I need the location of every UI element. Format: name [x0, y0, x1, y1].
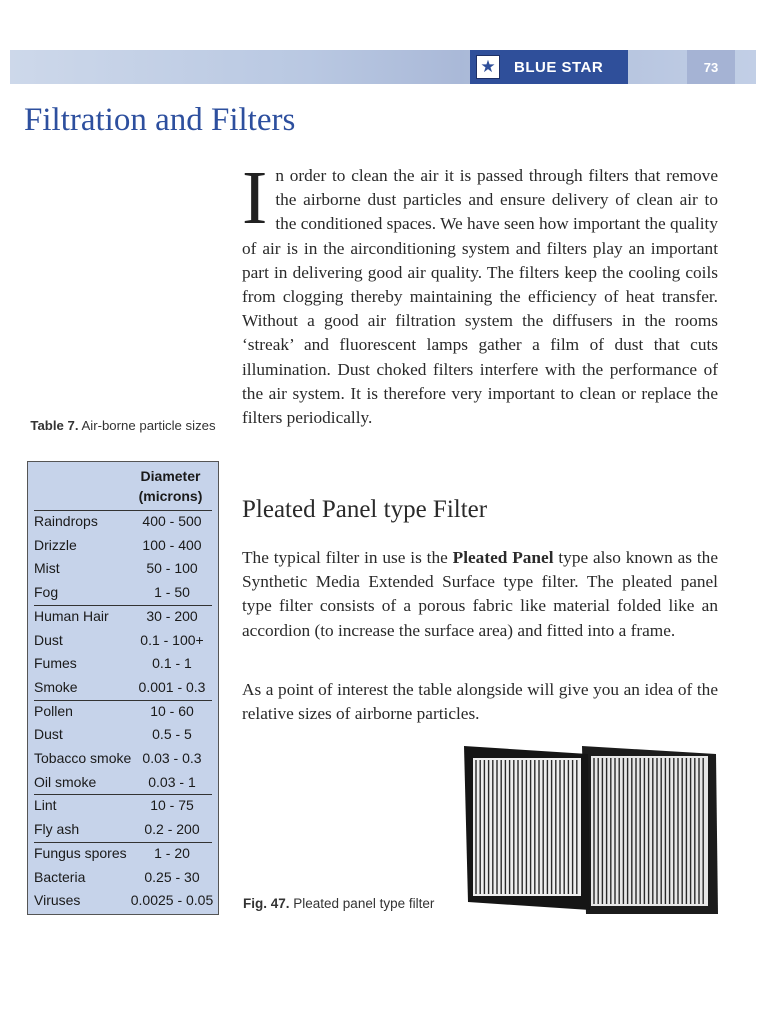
particle-name: Tobacco smoke: [34, 750, 132, 766]
particle-name: Pollen: [34, 702, 73, 719]
page-number: 73: [703, 59, 719, 75]
particle-diameter: 100 - 400: [142, 536, 202, 553]
particle-name: Dust: [34, 726, 63, 743]
figure-caption-text: Pleated panel type filter: [289, 896, 435, 911]
section-paragraph-2: As a point of interest the table alongside will give you an idea of the relative sizes of airborne particles.: [242, 680, 718, 724]
table-row: [28, 581, 218, 605]
table-row: [28, 747, 218, 771]
figure-caption-label: Fig. 47.: [243, 896, 290, 911]
table-divider: [34, 510, 212, 511]
table-row: [28, 842, 218, 866]
page-title: Filtration and Filters: [24, 102, 296, 138]
table-divider: [34, 842, 212, 843]
drop-cap: I: [242, 156, 268, 240]
table-row: [28, 700, 218, 724]
particle-diameter: 0.1 - 100+: [140, 631, 204, 648]
table-row: [28, 889, 218, 913]
figure-caption: [243, 896, 434, 911]
particle-name: Fumes: [34, 655, 77, 672]
section-paragraph-1: [242, 546, 718, 643]
header-band: [10, 50, 756, 84]
particle-name: Viruses: [34, 892, 81, 909]
particle-name: Fly ash: [34, 821, 80, 838]
table-divider: [34, 605, 212, 606]
particle-diameter: 0.001 - 0.3: [138, 678, 206, 695]
particle-diameter: 30 - 200: [146, 607, 198, 624]
particle-name: Lint: [34, 797, 57, 814]
table-caption-text: Air-borne particle sizes: [78, 418, 216, 433]
table-row: [28, 534, 218, 558]
particle-name: Mist: [34, 560, 60, 577]
intro-text: n order to clean the air it is passed through filters that remove the airborne dust particles and ensure delivery of clean air to the conditioned spaces. We have seen how important the quality of air is in the airconditioning system and filters play an important part in delivering good air quality. The filters keep the cooling coils from clogging thereby maintaining the efficiency of heat transfer. Without a good air filtration system the diffusers in the rooms ‘streak’ and fluorescent lamps gather a film of dust that cuts illumination. Dust choked filters interfere with the performance of the air system. It is therefore very important to clean or replace the filters periodically.: [242, 166, 718, 428]
pleated-filter-illustration: [464, 742, 724, 920]
table-row: [28, 866, 218, 890]
particle-diameter: 0.1 - 1: [152, 655, 192, 672]
p1-text-b: type also known as the Synthetic Media Extended Surface type filter. The pleated panel type filter consists of a porous fabric like material folded like an accordion (to increase the surface area) and fitted into a frame.: [242, 548, 718, 640]
table-header-line2: (microns): [138, 488, 203, 504]
table-row: [28, 676, 218, 700]
particle-name: Oil smoke: [34, 773, 97, 790]
table-caption-label: Table 7.: [30, 418, 79, 433]
particle-name: Drizzle: [34, 536, 77, 553]
pleats-back: [594, 758, 703, 904]
page-number-box: [687, 50, 735, 84]
particle-diameter: 0.03 - 1: [148, 773, 196, 790]
particle-name: Bacteria: [34, 868, 86, 885]
particle-diameter: 0.25 - 30: [144, 868, 200, 885]
table-row: [28, 771, 218, 795]
particle-diameter: 0.0025 - 0.05: [130, 892, 214, 909]
particle-diameter: 0.2 - 200: [144, 821, 200, 838]
pleated-filter-figure: [464, 742, 724, 920]
particle-diameter: 1 - 50: [154, 584, 190, 601]
table-divider: [34, 700, 212, 701]
brand-name: BLUE STAR: [514, 58, 604, 76]
particle-diameter: 400 - 500: [142, 513, 202, 529]
particle-diameter: 50 - 100: [146, 560, 198, 577]
table-caption: [28, 417, 218, 435]
table-row: [28, 557, 218, 581]
table-divider: [34, 794, 212, 795]
particle-size-table: [27, 461, 219, 915]
intro-paragraph: [242, 156, 718, 430]
particle-diameter: 0.03 - 0.3: [142, 750, 202, 766]
table-row: [28, 652, 218, 676]
table-column-header: [123, 466, 218, 506]
section-heading: Pleated Panel type Filter: [242, 496, 488, 523]
particle-name: Smoke: [34, 678, 78, 695]
p1-bold-term: Pleated Panel: [452, 548, 554, 567]
particle-diameter: 0.5 - 5: [152, 726, 192, 743]
table-row: [28, 818, 218, 842]
particle-name: Human Hair: [34, 607, 109, 624]
table-row: [28, 510, 218, 534]
star-icon: ★: [476, 55, 500, 79]
table-row: [28, 723, 218, 747]
table-row: [28, 794, 218, 818]
particle-name: Dust: [34, 631, 63, 648]
table-header-line1: Diameter: [140, 468, 201, 484]
particle-diameter: 10 - 75: [150, 797, 194, 814]
table-row: [28, 629, 218, 653]
particle-diameter: 10 - 60: [150, 702, 194, 719]
p1-text-a: The typical filter in use is the: [242, 548, 453, 567]
particle-name: Raindrops: [34, 513, 98, 529]
brand-badge: [470, 50, 628, 84]
table-row: [28, 605, 218, 629]
particle-name: Fungus spores: [34, 844, 127, 861]
particle-diameter: 1 - 20: [154, 844, 190, 861]
particle-name: Fog: [34, 584, 59, 601]
